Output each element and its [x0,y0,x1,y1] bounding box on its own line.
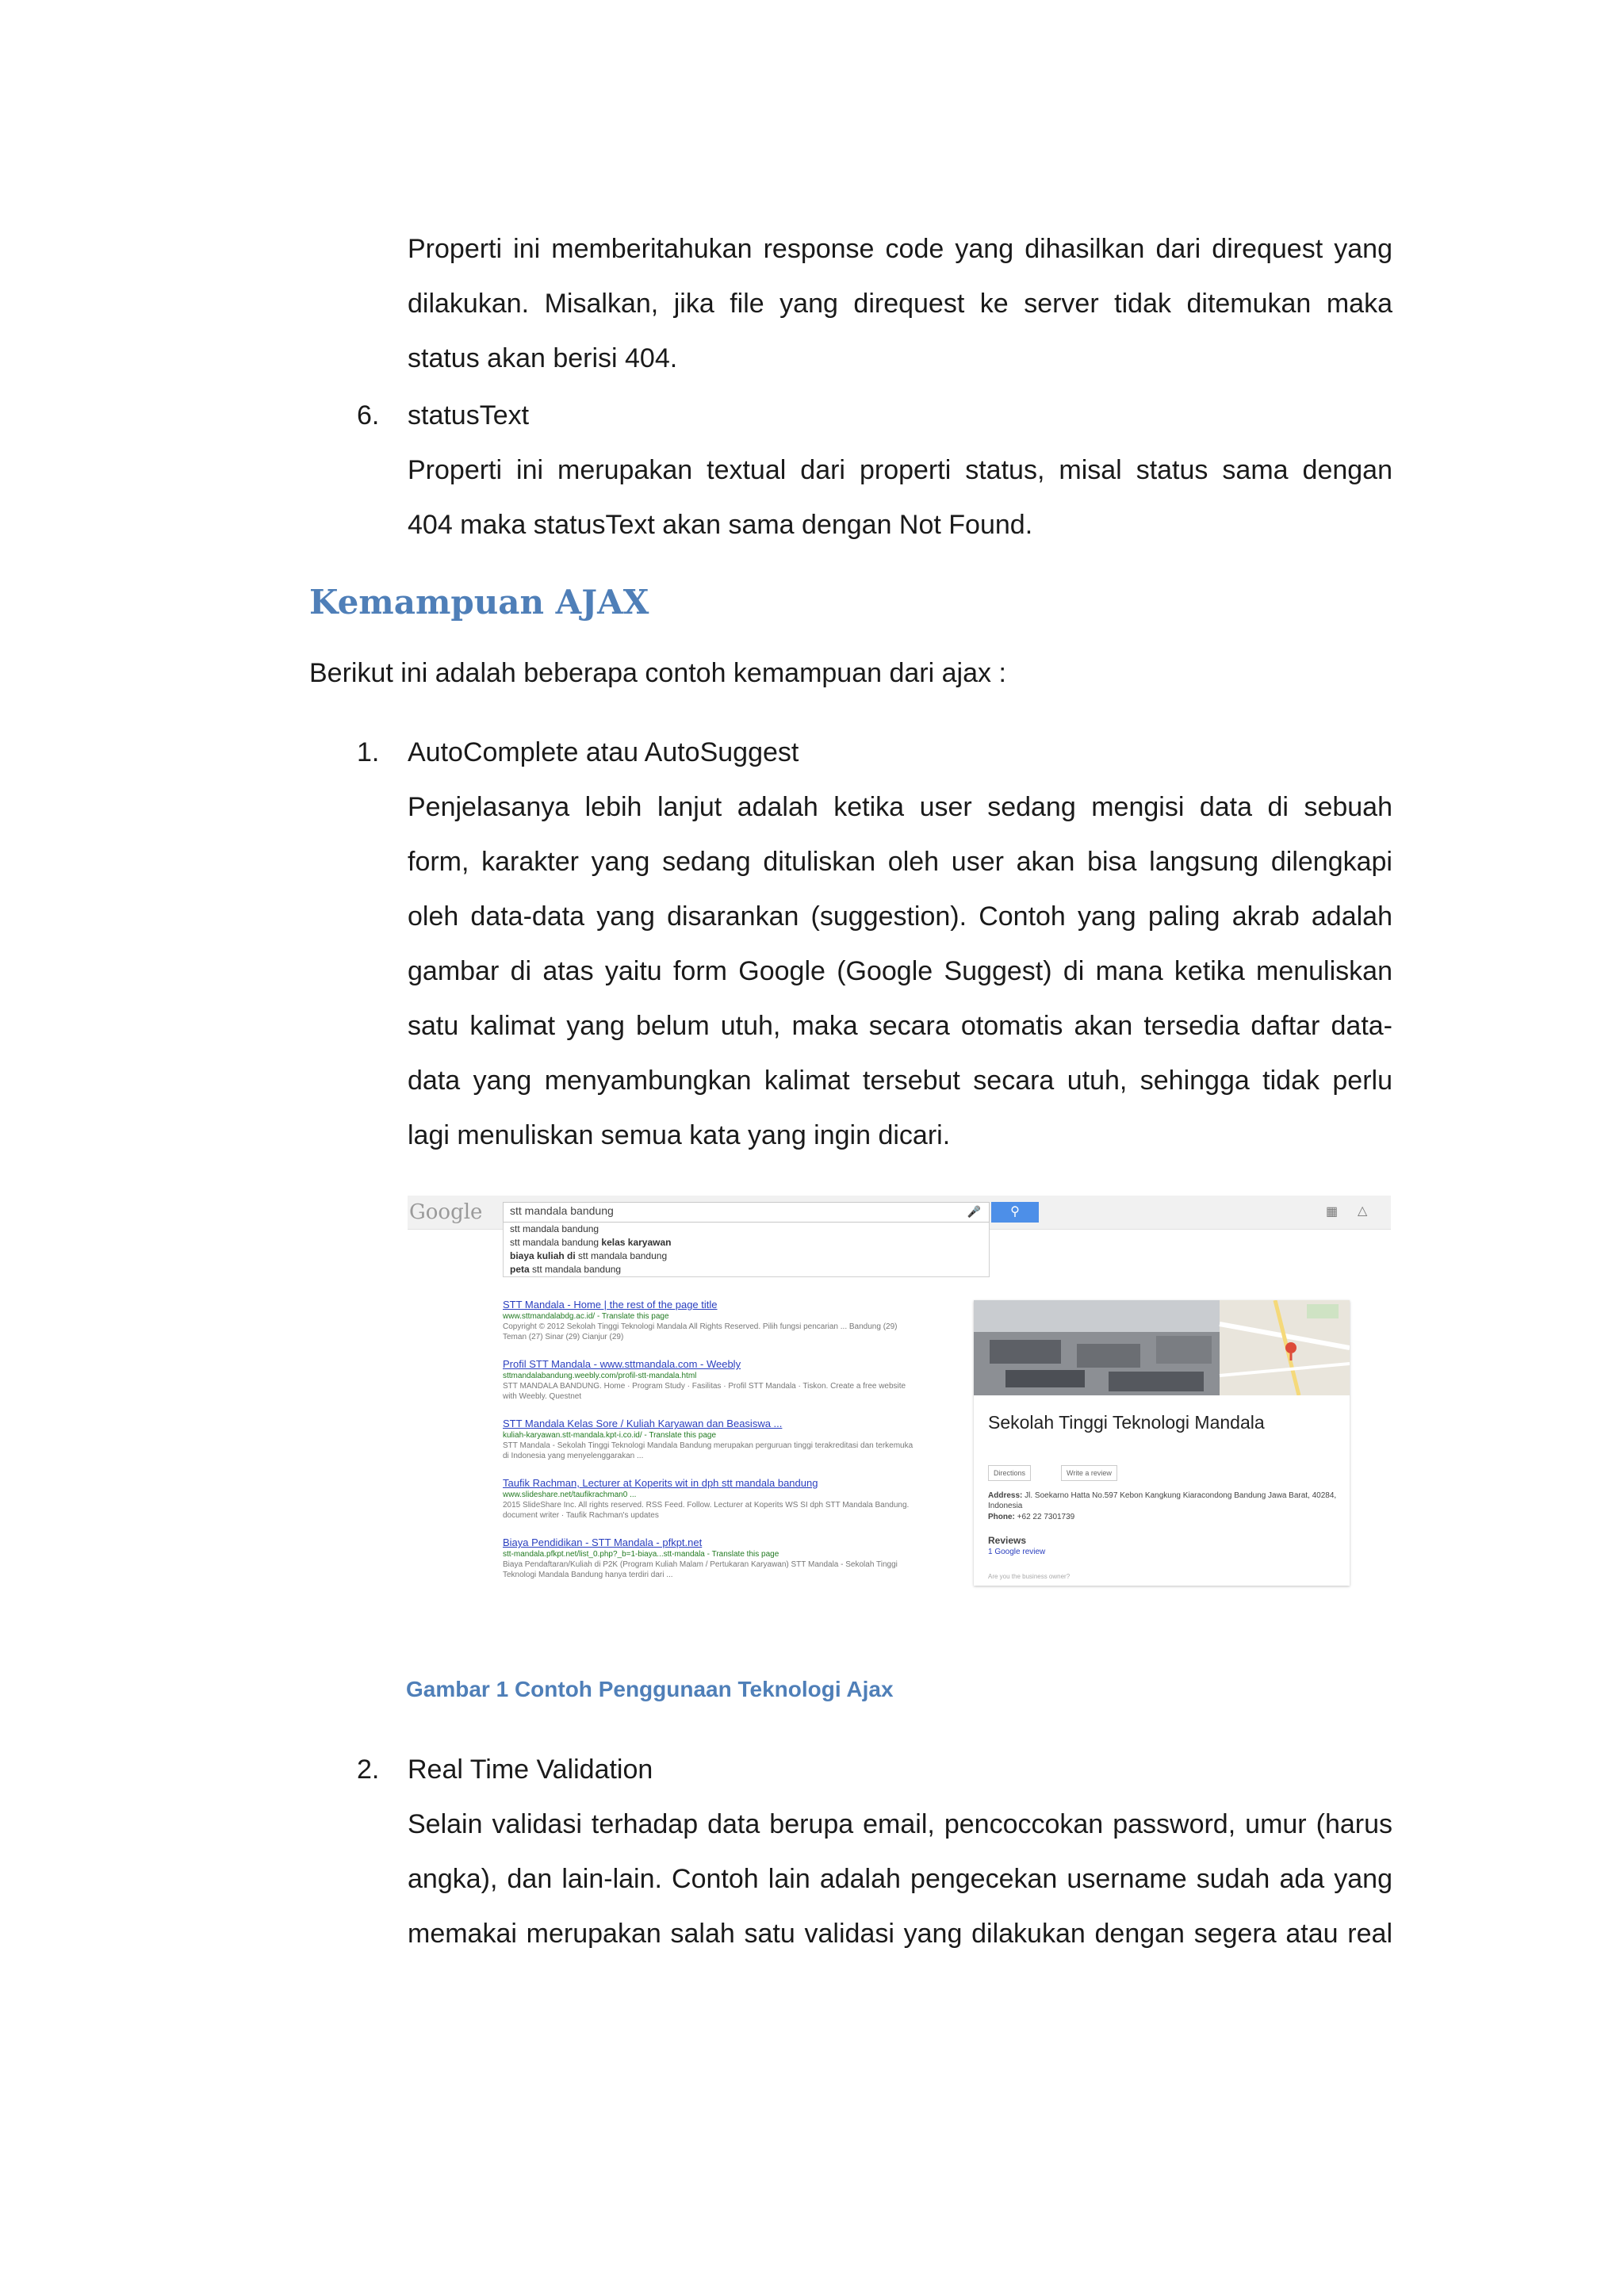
search-icon: ⚲ [1010,1205,1020,1219]
result-url: sttmandalabandung.weebly.com/profil-stt-mandala.html [503,1372,697,1380]
result-url: kuliah-karyawan.stt-mandala.kpt-i.co.id/ - Translate this page [503,1431,717,1440]
notification-bell-icon[interactable]: △ [1358,1204,1368,1218]
text-line: Penjelasanya lebih lanjut adalah ketika user sedang mengisi data di sebuah [408,792,1392,822]
status-description [408,222,1392,386]
result-url: www.slideshare.net/taufikrachman0 ... [503,1490,637,1499]
address-label: Address: [988,1491,1023,1500]
text-line: dilakukan. Misalkan, jika file yang direquest ke server tidak ditemukan maka [408,289,1392,319]
text-line: gambar di atas yaitu form Google (Google Suggest) di mana ketika menuliskan [408,956,1392,986]
place-name: Sekolah Tinggi Teknologi Mandala [988,1412,1265,1433]
result-title-link[interactable]: Biaya Pendidikan - STT Mandala - pfkpt.net [503,1536,703,1548]
list-number: 6. [357,400,380,430]
suggestion-text: stt mandala bandung [510,1237,602,1248]
search-input[interactable] [503,1202,990,1223]
text-line: status akan berisi 404. [408,343,678,373]
suggestion-bold-text: biaya kuliah di [510,1250,576,1261]
text-line: data yang menyambungkan kalimat tersebut secara utuh, sehingga tidak perlu [408,1066,1392,1096]
place-phone [988,1513,1074,1521]
text-line: Properti ini memberitahukan response code yang dihasilkan dari direquest yang [408,234,1392,264]
search-result [503,1299,915,1342]
text-line: satu kalimat yang belum utuh, maka secara otomatis akan tersedia daftar data- [408,1011,1392,1041]
suggestion-text: stt mandala bandung [529,1264,622,1275]
microphone-icon[interactable]: 🎤 [967,1205,981,1218]
result-snippet: STT MANDALA BANDUNG. Home · Program Study · Fasilitas · Profil STT Mandala · Tiskon. Create a free website with Weebly. Questnet [503,1382,906,1401]
statustext-description [408,443,1392,553]
list-item-title: statusText [408,400,530,430]
text-line: oleh data-data yang disarankan (suggestion). Contoh yang paling akrab adalah [408,901,1392,932]
result-title-link[interactable]: STT Mandala - Home | the rest of the page title [503,1299,718,1311]
result-snippet: STT Mandala - Sekolah Tinggi Teknologi Mandala Bandung merupakan perguruan tinggi terakreditasi dan terkemuka di Indonesia yang menyelenggarakan ... [503,1441,914,1460]
text-line: 404 maka statusText akan sama dengan Not Found. [408,510,1033,540]
search-button[interactable] [991,1202,1039,1223]
phone-value: +62 22 7301739 [1017,1513,1075,1521]
search-result [503,1477,915,1521]
suggestion-item[interactable] [504,1236,989,1249]
suggestion-bold-text: peta [510,1264,530,1275]
text-line: angka), dan lain-lain. Contoh lain adalah pengecekan username sudah ada yang [408,1864,1392,1894]
validation-description [408,1797,1392,1961]
list-item-title: Real Time Validation [408,1755,653,1785]
suggestion-bold-text: kelas karyawan [601,1237,672,1248]
result-title-link[interactable]: STT Mandala Kelas Sore / Kuliah Karyawan dan Beasiswa ... [503,1418,783,1429]
search-result [503,1358,915,1402]
suggestion-item[interactable] [504,1263,989,1276]
google-suggest-screenshot [408,1196,1391,1624]
knowledge-panel-images [974,1300,1350,1395]
suggestion-text: stt mandala bandung [575,1250,668,1261]
owner-feedback-link[interactable]: Are you the business owner? [988,1573,1071,1580]
suggestion-item[interactable] [504,1223,989,1236]
search-result [503,1536,915,1580]
address-value: Jl. Soekarno Hatta No.597 Kebon Kangkung Kiaracondong Bandung Jawa Barat, 40284, Indonesia [988,1491,1337,1510]
result-snippet: Biaya Pendaftaran/Kuliah di P2K (Program Kuliah Malam / Pertukaran Karyawan) STT Mandala - Sekolah Tinggi Teknologi Mandala Bandung hanya terdiri dari ... [503,1560,898,1579]
apps-grid-icon[interactable]: ▦ [1326,1205,1339,1219]
result-title-link[interactable]: Profil STT Mandala - www.sttmandala.com - Weebly [503,1358,741,1370]
result-snippet: 2015 SlideShare Inc. All rights reserved. RSS Feed. Follow. Lecturer at Koperits WS SI dph STT Mandala Bandung. document writer · Taufik Rachman's updates [503,1501,910,1520]
search-results [503,1299,915,1596]
list-number: 2. [357,1755,380,1785]
result-url: www.sttmandalabdg.ac.id/ - Translate this page [503,1312,669,1321]
list-number: 1. [357,737,380,767]
autocomplete-description [408,780,1392,1163]
reviews-heading: Reviews [988,1535,1027,1546]
text-line: form, karakter yang sedang dituliskan oleh user akan bisa langsung dilengkapi [408,847,1392,877]
text-line: lagi menuliskan semua kata yang ingin dicari. [408,1120,951,1150]
reviews-link[interactable]: 1 Google review [988,1548,1046,1556]
google-logo: Google [409,1200,483,1224]
campus-photo-and-map [974,1300,1350,1395]
result-title-link[interactable]: Taufik Rachman, Lecturer at Koperits wit in dph stt mandala bandung [503,1477,818,1489]
list-item-title: AutoComplete atau AutoSuggest [408,737,799,767]
phone-label: Phone: [988,1513,1015,1521]
suggestion-text: stt mandala bandung [510,1223,599,1234]
text-line: Properti ini merupakan textual dari properti status, misal status sama dengan [408,455,1392,485]
search-query: stt mandala bandung [510,1204,614,1217]
section-intro: Berikut ini adalah beberapa contoh kemampuan dari ajax : [309,658,1006,688]
figure-caption: Gambar 1 Contoh Penggunaan Teknologi Ajax [406,1677,894,1701]
result-snippet: Copyright © 2012 Sekolah Tinggi Teknologi Mandala All Rights Reserved. Pilih fungsi pencarian ... Bandung (29) Teman (27) Sinar (29) Cianjur (29) [503,1322,898,1341]
section-heading: Kemampuan AJAX [309,583,649,622]
text-line: memakai merupakan salah satu validasi yang dilakukan dengan segera atau real [408,1919,1392,1949]
place-address [988,1490,1337,1511]
directions-button[interactable]: Directions [988,1465,1031,1481]
write-review-button[interactable]: Write a review [1061,1465,1117,1481]
suggestion-item[interactable] [504,1249,989,1263]
suggestion-dropdown [503,1223,990,1277]
search-result [503,1418,915,1461]
text-line: Selain validasi terhadap data berupa email, pencoccokan password, umur (harus [408,1809,1392,1839]
result-url: stt-mandala.pfkpt.net/list_0.php?_b=1-biaya...stt-mandala - Translate this page [503,1550,779,1559]
knowledge-panel [974,1300,1350,1586]
